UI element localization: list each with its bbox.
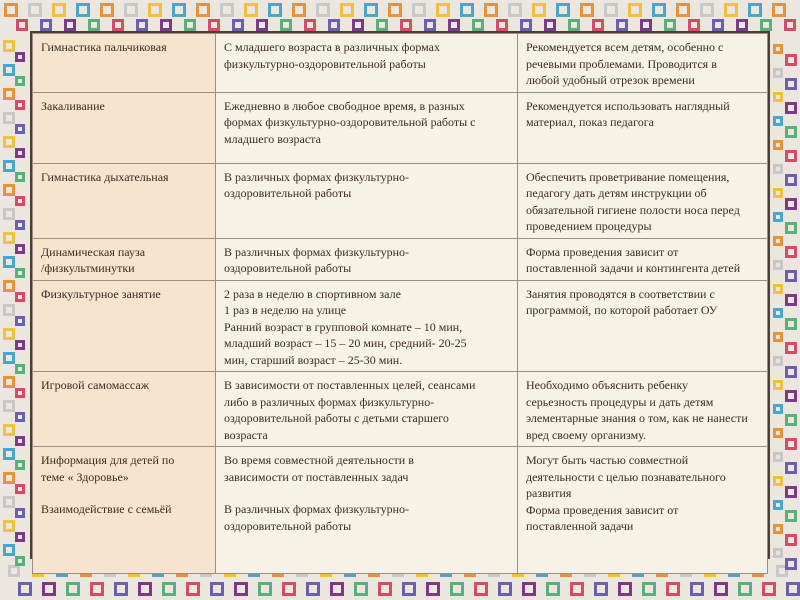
decorative-square [15, 52, 25, 62]
decorative-square [773, 140, 783, 150]
decorative-square [256, 19, 268, 31]
decorative-square [618, 582, 632, 596]
cell-text-line: Рекомендуется всем детям, особенно с [526, 40, 724, 54]
decorative-square [472, 19, 484, 31]
decorative-square [15, 124, 25, 134]
decorative-square [15, 268, 25, 278]
decorative-square [3, 304, 15, 316]
decorative-square [666, 582, 680, 596]
decorative-square [112, 19, 124, 31]
cell-text-line: В зависимости от поставленных целей, сеансами [224, 378, 476, 392]
decorative-square [15, 100, 25, 110]
cell-text-line: педагогу дать детям инструкции об [526, 186, 707, 200]
timing-cell [216, 238, 518, 280]
cell-text-line: поставленной задачи [526, 519, 634, 533]
decorative-square [162, 582, 176, 596]
decorative-square [3, 160, 15, 172]
table-row [33, 163, 768, 238]
decorative-square [42, 582, 56, 596]
decorative-square [364, 3, 378, 17]
cell-text-line: Необходимо объяснить ребенку [526, 378, 689, 392]
decorative-square [773, 452, 783, 462]
decorative-square [484, 3, 498, 17]
decorative-square [532, 3, 546, 17]
decorative-square [628, 3, 642, 17]
cell-text-line: теме « Здоровье» [41, 469, 129, 484]
decorative-square [66, 582, 80, 596]
decorative-square [785, 318, 797, 330]
activity-name-cell [33, 372, 216, 447]
decorative-square [785, 510, 797, 522]
health-activities-table [30, 31, 770, 559]
decorative-square [580, 3, 594, 17]
decorative-square [52, 3, 66, 17]
decorative-square [15, 148, 25, 158]
cell-text-line: формах физкультурно-оздоровительной работы с [224, 115, 476, 129]
recommendation-cell [518, 280, 768, 372]
decorative-square [773, 404, 783, 414]
cell-text-line: оздоровительной работы [224, 186, 352, 200]
decorative-square [546, 582, 560, 596]
cell-text-line: Информация для детей по [41, 453, 175, 467]
decorative-square [652, 3, 666, 17]
decorative-square [448, 19, 460, 31]
decorative-square [748, 3, 762, 17]
cell-text-line: любой удобный отрезок времени [526, 73, 695, 87]
decorative-square [773, 308, 783, 318]
cell-text-line: Гимнастика дыхательная [41, 169, 169, 184]
activity-name-cell [33, 163, 216, 238]
cell-text-line: развития [526, 486, 572, 500]
table-row [33, 447, 768, 574]
decorative-square [304, 19, 316, 31]
cell-text-line: В различных формах физкультурно- [224, 244, 410, 259]
activity-name-cell [33, 280, 216, 372]
decorative-square [3, 328, 15, 340]
decorative-square [785, 270, 797, 282]
cell-text-line: В различных формах физкультурно- [224, 169, 410, 184]
decorative-square [785, 222, 797, 234]
cell-text-line: Могут быть частью совместной [526, 453, 689, 467]
decorative-square [3, 184, 15, 196]
decorative-square [15, 316, 25, 326]
cell-text-line: Рекомендуется использовать наглядный [526, 98, 730, 113]
decorative-square [785, 150, 797, 162]
decorative-square [208, 19, 220, 31]
cell-text-line: элементарные знания о том, как не нанести [526, 411, 748, 425]
decorative-square [282, 582, 296, 596]
decorative-square [3, 448, 15, 460]
decorative-square [570, 582, 584, 596]
decorative-square [424, 19, 436, 31]
decorative-square [474, 582, 488, 596]
decorative-square [3, 520, 15, 532]
timing-cell [216, 372, 518, 447]
cell-text-line: материал, показ педагога [526, 115, 654, 129]
decorative-square [316, 3, 330, 17]
decorative-square [330, 582, 344, 596]
decorative-square [773, 212, 783, 222]
cell-text-line: /физкультминутки [41, 261, 135, 275]
timing-cell [216, 34, 518, 93]
activity-name-cell [33, 238, 216, 280]
decorative-square [785, 198, 797, 210]
decorative-square [400, 19, 412, 31]
activity-name-cell [33, 447, 216, 574]
decorative-square [160, 19, 172, 31]
decorative-square [3, 544, 15, 556]
decorative-square [568, 19, 580, 31]
decorative-square [785, 342, 797, 354]
cell-text-line: Ежедневно в любое свободное время, в разных [224, 98, 465, 113]
cell-text-line: младшего возраста [224, 131, 321, 146]
decorative-square [773, 428, 783, 438]
cell-text-line: деятельности с целью познавательного [526, 469, 726, 484]
decorative-square [3, 376, 15, 388]
decorative-square [785, 462, 797, 474]
timing-cell [216, 163, 518, 238]
decorative-square [785, 414, 797, 426]
decorative-square [664, 19, 676, 31]
decorative-square [4, 3, 18, 17]
decorative-square [785, 390, 797, 402]
decorative-square [773, 284, 783, 294]
recommendation-cell [518, 238, 768, 280]
decorative-square [3, 232, 15, 244]
decorative-square [15, 484, 25, 494]
decorative-square [15, 292, 25, 302]
cell-text-line: серьезность процедуры и дать детям [526, 394, 714, 409]
cell-text-line: младший возраст – 15 – 20 мин, средний- 20-25 [224, 336, 467, 350]
decorative-square [773, 68, 783, 78]
cell-text-line: Обеспечить проветривание помещения, [526, 169, 730, 184]
decorative-square [354, 582, 368, 596]
decorative-square [388, 3, 402, 17]
recommendation-cell [518, 34, 768, 93]
decorative-square [328, 19, 340, 31]
timing-cell [216, 447, 518, 574]
decorative-square [773, 44, 783, 54]
recommendation-cell [518, 372, 768, 447]
decorative-square [498, 582, 512, 596]
decorative-square [773, 476, 783, 486]
decorative-square [3, 64, 15, 76]
decorative-square [738, 582, 752, 596]
decorative-square [3, 400, 15, 412]
decorative-square [306, 582, 320, 596]
decorative-square [724, 3, 738, 17]
decorative-square [773, 164, 783, 174]
decorative-square [352, 19, 364, 31]
decorative-square [148, 3, 162, 17]
decorative-square [64, 19, 76, 31]
recommendation-cell [518, 447, 768, 574]
cell-text-line: проведением процедуры [526, 219, 652, 233]
decorative-square [258, 582, 272, 596]
decorative-square [762, 582, 776, 596]
cell-text-line: Физкультурное занятие [41, 286, 161, 301]
decorative-square [773, 260, 783, 270]
decorative-square [15, 436, 25, 446]
decorative-square [3, 424, 15, 436]
decorative-square [773, 548, 783, 558]
decorative-square [785, 78, 797, 90]
cell-text-line: Форма проведения зависит от [526, 502, 679, 517]
decorative-square [15, 556, 25, 566]
decorative-square [3, 280, 15, 292]
cell-text-line: Ранний возраст в групповой комнате – 10 мин, [224, 319, 463, 334]
cell-text-line: Во время совместной деятельности в [224, 453, 414, 467]
decorative-square [785, 174, 797, 186]
decorative-square [773, 380, 783, 390]
decorative-square [76, 3, 90, 17]
cell-text-line: Занятия проводятся в соответствии с [526, 286, 715, 301]
decorative-square [15, 532, 25, 542]
decorative-square [210, 582, 224, 596]
decorative-square [3, 112, 15, 124]
decorative-square [412, 3, 426, 17]
decorative-square [700, 3, 714, 17]
cell-text-line: речевыми проблемами. Проводится в [526, 56, 717, 71]
decorative-square [773, 524, 783, 534]
decorative-square [592, 19, 604, 31]
decorative-square [340, 3, 354, 17]
decorative-square [785, 294, 797, 306]
decorative-square [90, 582, 104, 596]
decorative-square [426, 582, 440, 596]
decorative-square [280, 19, 292, 31]
decorative-square [785, 366, 797, 378]
cell-text-line: физкультурно-оздоровительной работы [224, 56, 426, 71]
decorative-square [785, 102, 797, 114]
decorative-square [508, 3, 522, 17]
decorative-square [604, 3, 618, 17]
decorative-square [496, 19, 508, 31]
decorative-square [785, 438, 797, 450]
decorative-square [28, 3, 42, 17]
decorative-square [184, 19, 196, 31]
decorative-square [450, 582, 464, 596]
cell-text-line: 2 раза в неделю в спортивном зале [224, 286, 401, 301]
cell-text-line [41, 485, 209, 501]
cell-text-line: обязательной гигиене полости носа перед [526, 202, 740, 217]
decorative-square [3, 208, 15, 220]
cell-text-line: оздоровительной работы [224, 518, 352, 533]
decorative-square [124, 3, 138, 17]
cell-text-line: Форма проведения зависит от [526, 244, 679, 259]
decorative-square [15, 460, 25, 470]
decorative-square [3, 472, 15, 484]
decorative-square [760, 19, 772, 31]
decorative-square [378, 582, 392, 596]
decorative-square [100, 3, 114, 17]
decorative-square [556, 3, 570, 17]
cell-text-line: зависимости от поставленных задач [224, 469, 409, 484]
decorative-square [16, 19, 28, 31]
decorative-square [15, 172, 25, 182]
cell-text-line: Динамическая пауза [41, 244, 146, 259]
decorative-square [3, 256, 15, 268]
decorative-square [640, 19, 652, 31]
decorative-square [244, 3, 258, 17]
decorative-square [712, 19, 724, 31]
decorative-square [773, 116, 783, 126]
decorative-square [520, 19, 532, 31]
decorative-square [15, 244, 25, 254]
cell-text-line: вред своему организму. [526, 427, 646, 442]
decorative-square [642, 582, 656, 596]
cell-text-line: либо в различных формах физкультурно- [224, 394, 435, 409]
decorative-square [114, 582, 128, 596]
decorative-square [594, 582, 608, 596]
cell-text-line: 1 раз в неделю на улице [224, 303, 347, 317]
recommendation-cell [518, 163, 768, 238]
decorative-square [220, 3, 234, 17]
cell-text-line: программой, по которой работает ОУ [526, 303, 718, 317]
decorative-square [138, 582, 152, 596]
decorative-square [15, 412, 25, 422]
decorative-square [15, 220, 25, 230]
decorative-square [292, 3, 306, 17]
decorative-square [40, 19, 52, 31]
decorative-square [15, 340, 25, 350]
decorative-square [196, 3, 210, 17]
decorative-square [15, 388, 25, 398]
decorative-square [785, 246, 797, 258]
decorative-square [773, 236, 783, 246]
decorative-square [402, 582, 416, 596]
decorative-square [15, 76, 25, 86]
cell-text-line: поставленной задачи и контингента детей [526, 261, 741, 275]
table-row [33, 92, 768, 163]
decorative-square [460, 3, 474, 17]
cell-text-line: возраста [224, 427, 268, 442]
decorative-square [785, 558, 797, 570]
decorative-square [773, 188, 783, 198]
decorative-square [3, 88, 15, 100]
decorative-square [172, 3, 186, 17]
decorative-square [714, 582, 728, 596]
decorative-square [234, 582, 248, 596]
decorative-square [522, 582, 536, 596]
decorative-square [773, 356, 783, 366]
decorative-square [136, 19, 148, 31]
decorative-square [676, 3, 690, 17]
decorative-square [15, 364, 25, 374]
decorative-square [690, 582, 704, 596]
table-row [33, 238, 768, 280]
cell-text-line: Закаливание [41, 98, 105, 113]
decorative-square [15, 196, 25, 206]
decorative-square [688, 19, 700, 31]
recommendation-cell [518, 92, 768, 163]
decorative-square [773, 92, 783, 102]
decorative-square [3, 136, 15, 148]
decorative-square [8, 565, 20, 577]
decorative-square [232, 19, 244, 31]
decorative-square [3, 40, 15, 52]
cell-text-line: Гимнастика пальчиковая [41, 40, 167, 54]
decorative-square [784, 19, 796, 31]
cell-text-line: оздоровительной работы с детьми старшего [224, 411, 449, 425]
decorative-square [88, 19, 100, 31]
cell-text-line: мин, старший возраст – 25-30 мин. [224, 352, 403, 367]
cell-text-line: оздоровительной работы [224, 261, 352, 275]
decorative-square [736, 19, 748, 31]
decorative-square [785, 534, 797, 546]
decorative-square [786, 582, 800, 596]
decorative-square [785, 486, 797, 498]
timing-cell [216, 280, 518, 372]
decorative-square [773, 500, 783, 510]
decorative-square [785, 54, 797, 66]
activity-name-cell [33, 92, 216, 163]
decorative-square [376, 19, 388, 31]
table-row [33, 372, 768, 447]
cell-text-line [224, 485, 511, 501]
cell-text-line: Игровой самомассаж [41, 378, 150, 392]
decorative-square [15, 508, 25, 518]
decorative-square [772, 3, 786, 17]
decorative-square [3, 352, 15, 364]
table-row [33, 34, 768, 93]
timing-cell [216, 92, 518, 163]
cell-text-line: В различных формах физкультурно- [224, 502, 410, 516]
decorative-square [186, 582, 200, 596]
decorative-square [773, 332, 783, 342]
decorative-square [785, 126, 797, 138]
activity-name-cell [33, 34, 216, 93]
decorative-square [268, 3, 282, 17]
decorative-square [18, 582, 32, 596]
decorative-square [544, 19, 556, 31]
cell-text-line: Взаимодействие с семьёй [41, 502, 172, 516]
decorative-square [3, 496, 15, 508]
decorative-square [436, 3, 450, 17]
decorative-square [616, 19, 628, 31]
cell-text-line: С младшего возраста в различных формах [224, 40, 440, 54]
table-row [33, 280, 768, 372]
